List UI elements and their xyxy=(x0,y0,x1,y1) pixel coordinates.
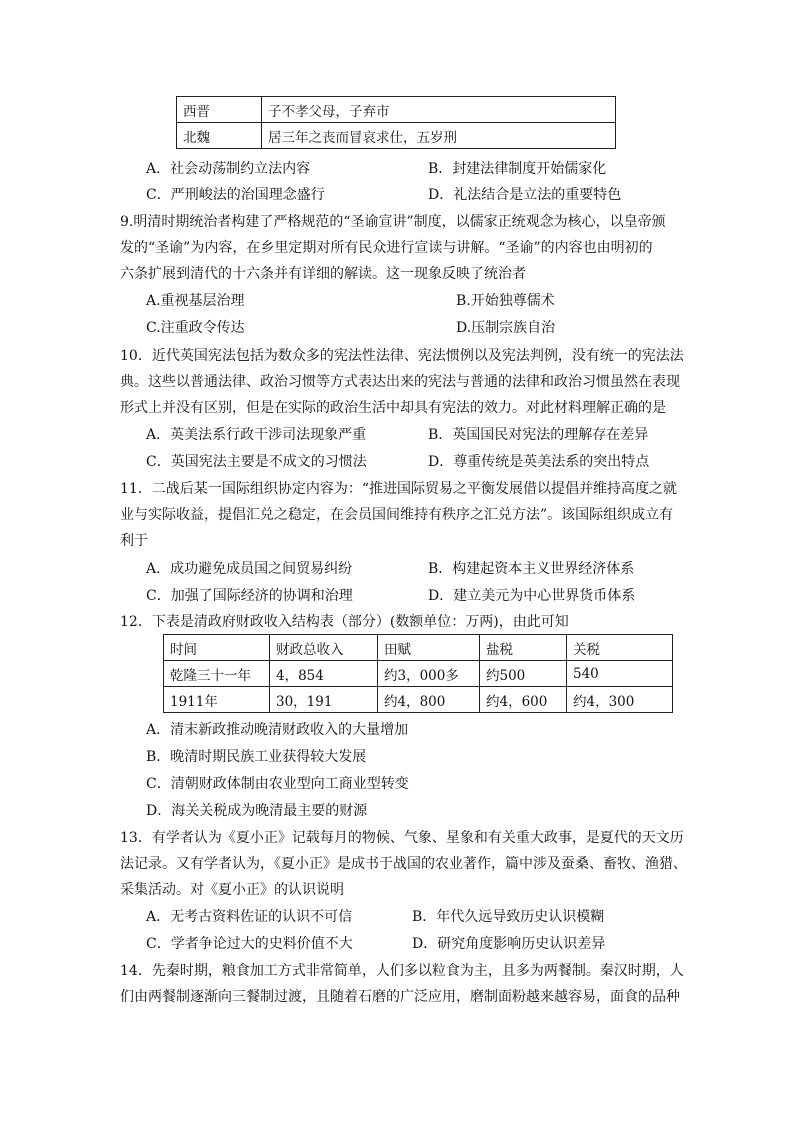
q11-option-a[interactable]: A．成功避免成员国之间贸易纠纷 xyxy=(146,561,353,577)
q13-stem-line-3: 采集活动。对《夏小正》的认识说明 xyxy=(120,882,344,898)
col-header-land-tax: 田赋 xyxy=(378,635,480,661)
q9-option-c[interactable]: C.注重政令传达 xyxy=(146,320,245,336)
col-header-total: 财政总收入 xyxy=(270,635,378,661)
table-cell: 约3，000多 xyxy=(378,661,480,687)
q9-option-b[interactable]: B.开始独尊儒术 xyxy=(456,293,555,309)
q10-option-a[interactable]: A．英美法系行政干涉司法现象严重 xyxy=(146,427,367,443)
table-cell: 约4，600 xyxy=(480,687,567,713)
q8-option-c[interactable]: C．严刑峻法的治国理念盛行 xyxy=(146,187,325,203)
q14-stem-line-2: 们由两餐制逐渐向三餐制过渡，且随着石磨的广泛应用，磨制面粉越来越容易，面食的品种 xyxy=(120,989,680,1005)
q9-stem-line-3: 六条扩展到清代的十六条并有详细的解读。这一现象反映了统治者 xyxy=(120,266,526,282)
q8-table xyxy=(176,96,616,149)
q10-stem-line-3: 形式上并没有区别，但是在实际的政治生活中却具有宪法的效力。对此材料理解正确的是 xyxy=(120,400,666,416)
table-row xyxy=(164,661,673,687)
q12-revenue-table xyxy=(163,634,673,713)
table-cell: 乾隆三十一年 xyxy=(164,661,270,687)
q12-option-a[interactable]: A．清末新政推动晚清财政收入的大量增加 xyxy=(146,722,409,738)
q11-stem-line-3: 利于 xyxy=(120,533,148,549)
q11-option-c[interactable]: C．加强了国际经济的协调和治理 xyxy=(146,588,353,604)
table-row xyxy=(177,97,616,123)
q11-option-d[interactable]: D．建立美元为中心世界货币体系 xyxy=(428,588,636,604)
q8-cell-dynasty: 西晋 xyxy=(177,97,262,123)
q14-stem-line-1: 14．先秦时期，粮食加工方式非常简单，人们多以粒食为主，且多为两餐制。秦汉时期，人 xyxy=(120,963,684,979)
q8-cell-law: 居三年之丧而冒哀求仕，五岁刑 xyxy=(262,123,616,149)
q12-option-d[interactable]: D．海关关税成为晚清最主要的财源 xyxy=(146,803,368,819)
table-cell: 4，854 xyxy=(270,661,378,687)
table-cell: 约4，800 xyxy=(378,687,480,713)
table-header-row xyxy=(164,635,673,661)
q11-stem-line-1: 11．二战后某一国际组织协定内容为：“推进国际贸易之平衡发展借以提倡并维持高度之就 xyxy=(120,481,677,497)
table-cell: 约4，300 xyxy=(567,687,673,713)
q9-option-a[interactable]: A.重视基层治理 xyxy=(146,293,245,309)
q13-option-a[interactable]: A．无考古资料佐证的认识不可信 xyxy=(146,909,353,925)
table-row xyxy=(177,123,616,149)
q8-option-a[interactable]: A．社会动荡制约立法内容 xyxy=(146,161,311,177)
col-header-time: 时间 xyxy=(164,635,270,661)
q11-stem-line-2: 业与实际收益，提倡汇兑之稳定，在会员国间维持有秩序之汇兑方法”。该国际组织成立有 xyxy=(120,507,674,523)
q10-option-c[interactable]: C．英国宪法主要是不成文的习惯法 xyxy=(146,454,367,470)
table-cell: 30，191 xyxy=(270,687,378,713)
q10-stem-line-1: 10．近代英国宪法包括为数众多的宪法性法律、宪法惯例以及宪法判例，没有统一的宪法法 xyxy=(120,348,684,364)
q9-option-d[interactable]: D.压制宗族自治 xyxy=(456,320,556,336)
q12-option-c[interactable]: C．清朝财政体制由农业型向工商业型转变 xyxy=(146,776,409,792)
q8-cell-dynasty: 北魏 xyxy=(177,123,262,149)
q11-option-b[interactable]: B．构建起资本主义世界经济体系 xyxy=(428,561,635,577)
q13-option-d[interactable]: D．研究角度影响历史认识差异 xyxy=(412,936,606,952)
q13-stem-line-2: 法记录。又有学者认为，《夏小正》是成书于战国的农业著作，篇中涉及蚕桑、畜牧、渔猎、 xyxy=(120,856,687,872)
q12-option-b[interactable]: B．晚清时期民族工业获得较大发展 xyxy=(146,749,367,765)
col-header-salt-tax: 盐税 xyxy=(480,635,567,661)
table-cell: 540 xyxy=(567,661,673,687)
q13-option-c[interactable]: C．学者争论过大的史料价值不大 xyxy=(146,936,353,952)
table-cell: 1911年 xyxy=(164,687,270,713)
q9-stem-line-1: 9.明清时期统治者构建了严格规范的“圣谕宣讲”制度，以儒家正统观念为核心，以皇帝颁 xyxy=(120,214,666,230)
q8-cell-law: 子不孝父母，子弃市 xyxy=(262,97,616,123)
q8-option-b[interactable]: B．封建法律制度开始儒家化 xyxy=(428,161,607,177)
q10-stem-line-2: 典。这些以普通法律、政治习惯等方式表达出来的宪法与普通的法律和政治习惯虽然在表现 xyxy=(120,374,680,390)
q9-stem-line-2: 发的“圣谕”为内容，在乡里定期对所有民众进行宣读与讲解。“圣谕”的内容也由明初的 xyxy=(120,240,653,256)
col-header-customs: 关税 xyxy=(567,635,673,661)
table-cell: 约500 xyxy=(480,661,567,687)
q8-option-d[interactable]: D．礼法结合是立法的重要特色 xyxy=(428,187,622,203)
q13-stem-line-1: 13．有学者认为《夏小正》记载每月的物候、气象、星象和有关重大政事，是夏代的天文历 xyxy=(120,830,684,846)
q13-option-b[interactable]: B．年代久远导致历史认识模糊 xyxy=(412,909,605,925)
q10-option-d[interactable]: D．尊重传统是英美法系的突出特点 xyxy=(428,454,650,470)
table-row xyxy=(164,687,673,713)
q10-option-b[interactable]: B．英国国民对宪法的理解存在差异 xyxy=(428,427,649,443)
q12-stem: 12．下表是清政府财政收入结构表（部分）(数额单位：万两)，由此可知 xyxy=(120,614,569,630)
